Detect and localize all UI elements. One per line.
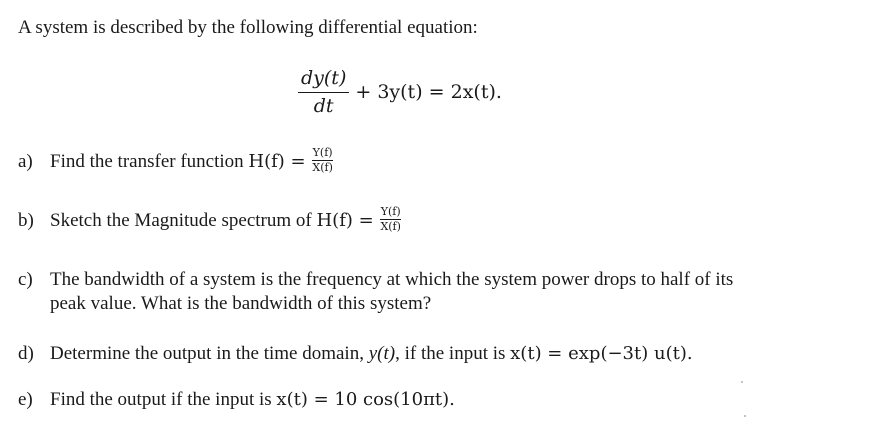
question-a-lhs: H(f) = bbox=[248, 150, 306, 172]
question-a-frac-den: X(f) bbox=[312, 161, 333, 174]
derivative-fraction bbox=[298, 67, 349, 117]
question-d bbox=[18, 343, 693, 365]
equation-rest: + 3y(t) = 2x(t). bbox=[355, 81, 502, 104]
question-e-label: e) bbox=[18, 389, 33, 410]
question-d-text1: Determine the output in the time domain, bbox=[50, 343, 369, 364]
question-c-label: c) bbox=[18, 269, 33, 290]
question-b-frac-num: Y(f) bbox=[380, 205, 401, 218]
question-b-frac-den: X(f) bbox=[380, 220, 401, 233]
question-b bbox=[18, 205, 401, 235]
derivative-denominator: dt bbox=[313, 95, 334, 118]
question-e-text: Find the output if the input is bbox=[50, 389, 277, 410]
question-c-line2: peak value. What is the bandwidth of this system? bbox=[50, 293, 432, 314]
question-d-text2: , if the input is bbox=[395, 343, 511, 364]
question-a-label: a) bbox=[18, 150, 33, 172]
question-e-math: x(t) = 10 cos(10πt). bbox=[276, 389, 455, 410]
question-c-line1: The bandwidth of a system is the frequency at which the system power drops to half of its bbox=[50, 269, 734, 290]
question-b-fraction bbox=[380, 206, 401, 233]
question-d-math: x(t) = exp(−3t) u(t). bbox=[510, 343, 693, 364]
question-d-yt: y(t) bbox=[368, 343, 396, 364]
question-d-label: d) bbox=[18, 343, 34, 364]
question-a-frac-num: Y(f) bbox=[312, 146, 333, 159]
question-e bbox=[18, 389, 455, 411]
intro-text: A system is described by the following differential equation: bbox=[18, 17, 478, 38]
question-a bbox=[18, 146, 333, 176]
derivative-numerator: dy(t) bbox=[301, 67, 347, 89]
question-c bbox=[18, 269, 733, 291]
differential-equation bbox=[298, 67, 502, 117]
scan-speck bbox=[744, 415, 746, 417]
question-b-lhs: H(f) = bbox=[316, 209, 374, 231]
question-b-text: Sketch the Magnitude spectrum of bbox=[50, 209, 317, 231]
question-b-label: b) bbox=[18, 209, 34, 231]
scan-speck bbox=[741, 381, 743, 383]
question-a-fraction bbox=[312, 147, 333, 174]
question-a-text: Find the transfer function bbox=[50, 150, 249, 172]
